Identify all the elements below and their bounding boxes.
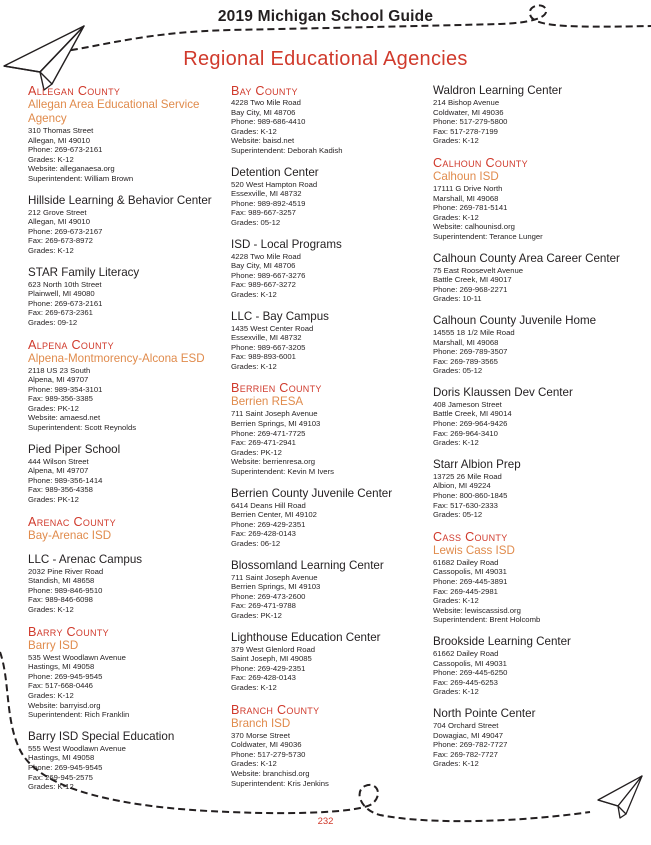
phone-line: Phone: 269-945-9545: [28, 671, 103, 681]
address-line: Plainwell, MI 49080: [28, 289, 95, 299]
address-line: 61682 Dailey Road: [433, 557, 499, 567]
grades-line: Grades: K-12: [433, 136, 479, 146]
fax-line: Fax: 269-964-3410: [433, 428, 498, 438]
page-title: Regional Educational Agencies: [183, 48, 468, 70]
address-line: Hastings, MI 49058: [28, 753, 95, 763]
main-agency-name: Berrien RESA: [231, 395, 304, 409]
address-line: Berrien Springs, MI 49103: [231, 582, 321, 592]
fax-line: Fax: 269-471-9788: [231, 601, 296, 611]
address-line: Albion, MI 49224: [433, 481, 491, 491]
grades-line: Grades: K-12: [433, 438, 479, 448]
grades-line: Grades: 05-12: [231, 217, 281, 227]
county-heading: Cass County: [433, 529, 508, 544]
phone-line: Phone: 269-429-2351: [231, 519, 306, 529]
agency-entry: [433, 252, 633, 304]
agency-entry: [28, 266, 228, 328]
superintendent-line: Superintendent: Terance Lunger: [433, 231, 543, 241]
grades-line: Grades: K-12: [231, 361, 277, 371]
address-line: Bay City, MI 48706: [231, 261, 296, 271]
address-line: 17111 G Drive North: [433, 183, 503, 193]
phone-line: Phone: 269-673-2161: [28, 145, 103, 155]
address-line: Battle Creek, MI 49014: [433, 409, 512, 419]
agency-name: LLC - Bay Campus: [231, 309, 329, 323]
address-line: 14555 18 1/2 Mile Road: [433, 327, 515, 337]
grades-line: Grades: K-12: [231, 759, 277, 769]
agency-name: Starr Albion Prep: [433, 457, 521, 471]
grades-line: Grades: PK-12: [28, 403, 79, 413]
fax-line: Fax: 269-428-0143: [231, 529, 296, 539]
grades-line: Grades: 05-12: [433, 510, 483, 520]
address-line: 61662 Dailey Road: [433, 648, 499, 658]
website-line: Website: berrienresa.org: [231, 457, 316, 467]
address-line: 711 Saint Joseph Avenue: [231, 409, 318, 419]
address-line: 711 Saint Joseph Avenue: [231, 572, 318, 582]
guide-title: 2019 Michigan School Guide: [217, 8, 434, 25]
phone-line: Phone: 269-789-3507: [433, 347, 508, 357]
agency-name: Calhoun County Juvenile Home: [433, 313, 597, 327]
agency-entry: [231, 238, 431, 300]
agency-entry: [28, 98, 228, 184]
grades-line: Grades: 06-12: [231, 539, 281, 548]
grades-line: Grades: PK-12: [231, 447, 282, 457]
address-line: Saint Joseph, MI 49085: [231, 654, 312, 664]
directory-column: [28, 84, 228, 802]
phone-line: Phone: 269-782-7727: [433, 740, 508, 750]
superintendent-line: Superintendent: Kevin M Ivers: [231, 467, 334, 477]
agency-name: Detention Center: [231, 165, 319, 179]
grades-line: Grades: K-12: [28, 690, 74, 700]
county-section: [28, 84, 228, 328]
agency-entry: [231, 98, 431, 156]
address-line: 444 Wilson Street: [28, 456, 89, 466]
phone-line: Phone: 269-964-9426: [433, 419, 508, 429]
fax-line: Fax: 989-846-6098: [28, 595, 93, 605]
grades-line: Grades: K-12: [433, 687, 479, 697]
address-line: 535 West Woodlawn Avenue: [28, 652, 126, 662]
page-number: 232: [317, 816, 334, 827]
address-line: Berrien Center, MI 49102: [231, 510, 317, 520]
phone-line: Phone: 517-279-5800: [433, 117, 508, 127]
agency-name: Lighthouse Education Center: [231, 630, 381, 644]
superintendent-line: Superintendent: Brent Holcomb: [433, 615, 541, 625]
fax-line: Fax: 269-673-8972: [28, 236, 93, 246]
agency-name: Pied Piper School: [28, 442, 121, 456]
address-line: Essexville, MI 48732: [231, 333, 302, 343]
agency-entry: [433, 84, 633, 146]
agency-name: Berrien County Juvenile Center: [231, 486, 393, 500]
grades-line: Grades: K-12: [433, 759, 479, 769]
phone-line: Phone: 989-892-4519: [231, 198, 306, 208]
address-line: Allegan, MI 49010: [28, 135, 90, 145]
address-line: 379 West Glenlord Road: [231, 644, 316, 654]
fax-line: Fax: 989-667-3257: [231, 208, 296, 218]
county-section: [433, 156, 633, 520]
agency-entry: [433, 635, 633, 697]
address-line: Hastings, MI 49058: [28, 662, 95, 672]
address-line: 408 Jameson Street: [433, 399, 502, 409]
main-agency-name: Allegan Area Educational Service Agency: [28, 98, 200, 125]
address-line: Allegan, MI 49010: [28, 217, 90, 227]
address-line: Marshall, MI 49068: [433, 193, 499, 203]
fax-line: Fax: 517-278-7199: [433, 126, 498, 136]
main-agency-name: Alpena-Montmorency-Alcona ESD: [28, 351, 205, 365]
address-line: Dowagiac, MI 49047: [433, 730, 504, 740]
address-line: 1435 West Center Road: [231, 323, 314, 333]
agency-name: Calhoun County Area Career Center: [433, 251, 620, 265]
website-line: Website: amaesd.net: [28, 413, 101, 423]
agency-entry: [433, 170, 633, 242]
grades-line: Grades: K-12: [28, 245, 74, 255]
phone-line: Phone: 989-846-9510: [28, 585, 103, 595]
address-line: Essexville, MI 48732: [231, 189, 302, 199]
superintendent-line: Superintendent: Rich Franklin: [28, 710, 130, 720]
address-line: Coldwater, MI 49036: [231, 740, 302, 750]
county-heading: Barry County: [28, 624, 109, 639]
superintendent-line: Superintendent: Deborah Kadish: [231, 145, 343, 155]
fax-line: Fax: 269-782-7727: [433, 749, 498, 759]
address-line: Alpena, MI 49707: [28, 375, 89, 385]
phone-line: Phone: 269-781-5141: [433, 203, 508, 213]
directory-column: [433, 84, 633, 779]
address-line: Alpena, MI 49707: [28, 466, 89, 476]
address-line: 75 East Roosevelt Avenue: [433, 265, 524, 275]
address-line: 555 West Woodlawn Avenue: [28, 743, 126, 753]
address-line: 2032 Pine River Road: [28, 566, 104, 576]
phone-line: Phone: 989-667-3205: [231, 342, 306, 352]
address-line: 370 Morse Street: [231, 730, 290, 740]
fax-line: Fax: 989-356-4358: [28, 485, 93, 495]
address-line: Standish, MI 48658: [28, 576, 95, 586]
fax-line: Fax: 269-789-3565: [433, 356, 498, 366]
superintendent-line: Superintendent: Kris Jenkins: [231, 778, 329, 788]
phone-line: Phone: 989-354-3101: [28, 384, 103, 394]
grades-line: Grades: PK-12: [231, 610, 282, 620]
county-section: [28, 515, 228, 615]
agency-entry: [28, 194, 228, 256]
county-heading: Allegan County: [28, 84, 121, 98]
county-section: [28, 338, 228, 505]
address-line: 212 Grove Street: [28, 207, 87, 217]
agency-entry: [231, 310, 431, 372]
main-agency-name: Lewis Cass ISD: [433, 543, 515, 557]
county-heading: Bay County: [231, 84, 298, 98]
fax-line: Fax: 269-673-2361: [28, 308, 93, 318]
fax-line: Fax: 989-356-3385: [28, 394, 93, 404]
address-line: Marshall, MI 49068: [433, 337, 499, 347]
county-heading: Alpena County: [28, 337, 114, 352]
grades-line: Grades: K-12: [28, 154, 74, 164]
address-line: Bay City, MI 48706: [231, 107, 296, 117]
fax-line: Fax: 989-893-6001: [231, 352, 296, 362]
county-section: [28, 625, 228, 792]
fax-line: Fax: 269-428-0143: [231, 673, 296, 683]
phone-line: Phone: 269-445-6250: [433, 668, 508, 678]
phone-line: Phone: 269-673-2161: [28, 298, 103, 308]
paper-airplane-icon: [598, 776, 642, 818]
county-section: [433, 84, 633, 146]
main-agency-name: Calhoun ISD: [433, 169, 499, 183]
phone-line: Phone: 269-945-9545: [28, 762, 103, 772]
fax-line: Fax: 517-630-2333: [433, 500, 498, 510]
agency-name: ISD - Local Programs: [231, 237, 342, 251]
superintendent-line: Superintendent: Scott Reynolds: [28, 423, 137, 433]
grades-line: Grades: K-12: [28, 605, 74, 614]
agency-name: North Pointe Center: [433, 706, 536, 720]
agency-name: LLC - Arenac Campus: [28, 552, 143, 566]
agency-name: Waldron Learning Center: [433, 84, 563, 97]
county-section: [231, 381, 431, 692]
agency-name: STAR Family Literacy: [28, 265, 140, 279]
phone-line: Phone: 989-686-4410: [231, 117, 306, 127]
fax-line: Fax: 269-445-6253: [433, 677, 498, 687]
agency-entry: [433, 458, 633, 520]
agency-name: Brookside Learning Center: [433, 634, 571, 648]
agency-name: Barry ISD Special Education: [28, 729, 175, 743]
phone-line: Phone: 800-860-1845: [433, 491, 508, 501]
agency-name: Hillside Learning & Behavior Center: [28, 193, 212, 207]
county-section: [231, 84, 431, 371]
agency-entry: [433, 314, 633, 376]
grades-line: Grades: 05-12: [433, 366, 483, 376]
phone-line: Phone: 269-445-3891: [433, 577, 508, 586]
phone-line: Phone: 269-429-2351: [231, 663, 306, 673]
main-agency-name: Branch ISD: [231, 716, 291, 730]
agency-entry: [231, 487, 431, 549]
grades-line: Grades: PK-12: [28, 495, 79, 505]
address-line: Battle Creek, MI 49017: [433, 275, 512, 285]
grades-line: Grades: K-12: [231, 682, 277, 692]
grades-line: Grades: K-12: [28, 782, 74, 792]
phone-line: Phone: 517-279-5730: [231, 749, 306, 759]
fax-line: Fax: 517-668-0446: [28, 681, 93, 691]
address-line: Cassopolis, MI 49031: [433, 658, 507, 668]
address-line: 13725 26 Mile Road: [433, 471, 502, 481]
agency-entry: [28, 730, 228, 792]
address-line: 6414 Deans Hill Road: [231, 500, 306, 510]
phone-line: Phone: 989-667-3276: [231, 270, 306, 280]
agency-entry: [433, 386, 633, 448]
address-line: 4228 Two Mile Road: [231, 251, 301, 261]
grades-line: Grades: K-12: [433, 596, 479, 606]
address-line: 310 Thomas Street: [28, 126, 94, 135]
website-line: Website: branchisd.org: [231, 768, 310, 778]
fax-line: Fax: 269-471-2941: [231, 438, 296, 448]
grades-line: Grades: 09-12: [28, 317, 78, 327]
website-line: Website: baisd.net: [231, 136, 295, 146]
main-agency-name: Barry ISD: [28, 638, 79, 652]
website-line: Website: calhounisd.org: [433, 222, 515, 232]
county-section: [231, 703, 431, 789]
agency-entry: [231, 395, 431, 476]
directory-column: [231, 84, 431, 798]
fax-line: Fax: 269-945-2575: [28, 772, 93, 782]
agency-name: Blossomland Learning Center: [231, 558, 384, 572]
county-section: [433, 530, 633, 769]
agency-entry: [231, 559, 431, 621]
phone-line: Phone: 269-968-2271: [433, 284, 508, 294]
county-heading: Berrien County: [231, 381, 322, 396]
grades-line: Grades: K-12: [231, 289, 277, 299]
fax-line: Fax: 989-667-3272: [231, 280, 296, 290]
agency-entry: [433, 707, 633, 769]
address-line: 623 North 10th Street: [28, 279, 102, 289]
phone-line: Phone: 269-673-2167: [28, 226, 103, 236]
website-line: Website: alleganaesa.org: [28, 164, 115, 174]
agency-entry: [231, 166, 431, 228]
grades-line: Grades: 10-11: [433, 294, 482, 304]
agency-entry: [28, 639, 228, 720]
grades-line: Grades: K-12: [433, 212, 479, 222]
agency-entry: [28, 443, 228, 505]
website-line: Website: barryisd.org: [28, 700, 101, 710]
address-line: 4228 Two Mile Road: [231, 98, 301, 107]
fax-line: Fax: 269-445-2981: [433, 586, 498, 596]
agency-entry: [28, 553, 228, 615]
superintendent-line: Superintendent: William Brown: [28, 173, 134, 183]
address-line: Coldwater, MI 49036: [433, 107, 504, 117]
phone-line: Phone: 269-471-7725: [231, 428, 306, 438]
main-agency-name: Bay-Arenac ISD: [28, 528, 112, 542]
agency-entry: [231, 717, 431, 789]
county-heading: Branch County: [231, 702, 320, 717]
phone-line: Phone: 269-473-2600: [231, 591, 306, 601]
address-line: 704 Orchard Street: [433, 720, 499, 730]
agency-name: Doris Klaussen Dev Center: [433, 385, 573, 399]
county-heading: Arenac County: [28, 514, 116, 529]
agency-entry: [231, 631, 431, 693]
agency-entry: [28, 352, 228, 433]
county-heading: Calhoun County: [433, 155, 528, 170]
address-line: 2118 US 23 South: [28, 365, 91, 375]
address-line: 214 Bishop Avenue: [433, 98, 500, 107]
address-line: Cassopolis, MI 49031: [433, 567, 507, 577]
address-line: 520 West Hampton Road: [231, 179, 318, 189]
agency-entry: [28, 529, 228, 543]
address-line: Berrien Springs, MI 49103: [231, 419, 321, 429]
website-line: Website: lewiscassisd.org: [433, 605, 521, 615]
grades-line: Grades: K-12: [231, 126, 277, 136]
agency-entry: [433, 544, 633, 625]
phone-line: Phone: 989-356-1414: [28, 475, 103, 485]
